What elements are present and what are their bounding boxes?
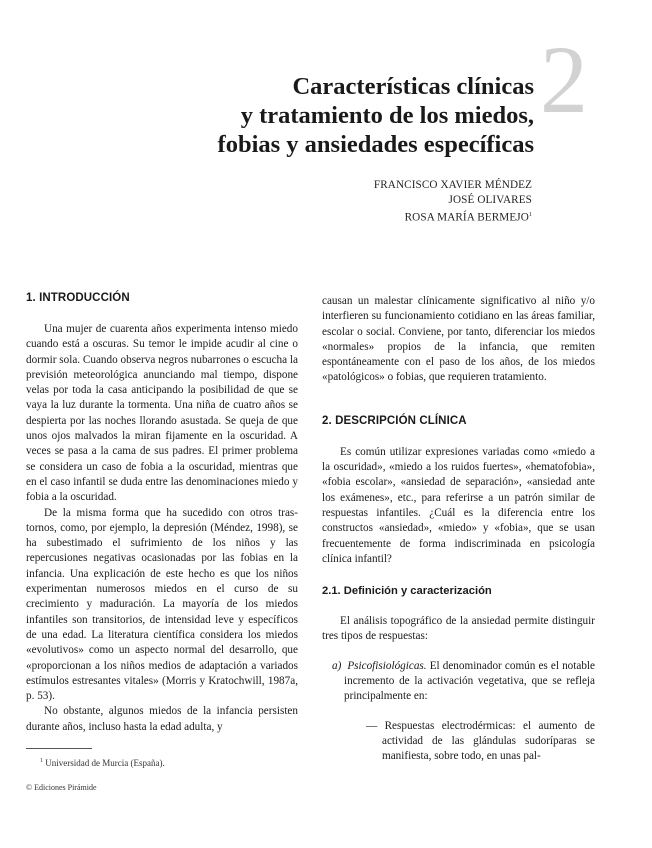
author-1: FRANCISCO XAVIER MÉNDEZ (373, 179, 532, 191)
list-item-a (322, 659, 595, 705)
subsection-2-1-heading: 2.1. Definición y caracterización (322, 585, 492, 598)
chapter-title-line-1: Características clínicas (292, 73, 534, 100)
intro-paragraph-1: Una mujer de cuarenta años experimenta intenso miedo cuando está a oscuras. Su temor le impide acudir al cine o dormir sola. Cuando observa negros nubarrones o escucha la previsión meteorológica anunciando mal tiempo, dispone velas por toda la casa anticipando la posibilidad de que se vaya la luz durante la tormenta. Una niña de cuatro años se despierta por las noches llorando asustada. Se queja de que unos ojos malvados la miran fijamente en la oscuridad. A veces se pasa a la cama de sus padres. El primer problema se considera un caso de fobia a la oscuridad, mientras que en el caso infantil se duda entre las denominaciones miedo y fobia a la oscuridad. (26, 323, 298, 504)
chapter-title-line-3: fobias y ansiedades específicas (217, 131, 534, 158)
section-1-heading: 1. INTRODUCCIÓN (26, 292, 130, 304)
footnote (40, 755, 165, 769)
chapter-title (218, 72, 534, 159)
subsection-intro: El análisis topográfico de la ansiedad permite distinguir tres tipos de respuestas: (322, 615, 595, 643)
footnote-text: Universidad de Murcia (España). (43, 758, 165, 768)
dash-list-item: — Respuestas electrodérmicas: el aumento de actividad de las glándulas sudoríparas se manifiesta, sobre todo, en unas pal- (366, 719, 595, 763)
copyright-notice: © Ediciones Pirámide (26, 783, 97, 792)
chapter-title-line-2: y tratamiento de los miedos, (240, 102, 534, 129)
author-3-name: ROSA MARÍA BERMEJO (404, 211, 529, 224)
footnote-marker: 1 (40, 758, 43, 764)
author-2: JOSÉ OLIVARES (448, 194, 532, 206)
list-item-a-term: Psicofisiológicas. (347, 659, 427, 672)
left-column (26, 292, 298, 735)
list-item-a-text: El denominador común es el notable incremento de la activación vegetativa, que se refleja principalmente en: (344, 659, 595, 703)
author-footnote-marker: 1 (528, 212, 532, 218)
author-list (374, 178, 532, 226)
footnote-divider (26, 748, 92, 749)
intro-paragraph-3-continuation: causan un malestar clínicamente significativo al niño y/o interfieren su funcionamiento cotidiano en las áreas familiar, escolar o social. Conviene, por tanto, diferenciar los miedos «normales» propios de la infancia, que remiten espontáneamente con el paso de los años, de los miedos «patológicos» o fobias, que requieren tratamiento. (322, 295, 595, 384)
right-column (322, 294, 595, 765)
chapter-number: 2 (540, 26, 588, 133)
intro-paragraph-2: De la misma forma que ha sucedido con otros trastornos, como, por ejemplo, la depresión (Méndez, 1998), se ha subestimado el sufrimiento de los niños y las repercusiones negativas ocasionadas por las fobias en la infancia. Una explicación de este hecho es que los niños experimentan numerosos miedos en el curso de su crecimiento y maduración. La mayoría de los miedos infantiles son transitorios, de intensidad leve y específicos de una edad. La literatura científica considera los miedos «evolutivos» como un aspecto normal del desarrollo, que «proporcionan a los niños medios de adaptación a variados estímulos estresantes vitales» (Morris y Kratochwill, 1987a, p. 53). (26, 506, 298, 703)
section-2-heading: 2. DESCRIPCIÓN CLÍNICA (322, 414, 467, 427)
clinical-paragraph: Es común utilizar expresiones variadas como «miedo a la oscuridad», «miedo a los ruidos fuertes», «hematofobia», «fobia escolar», «ansiedad de separación», «ansiedad ante los exámenes», etc., para referirse a un patrón similar de respuestas infantiles. ¿Cuál es la diferencia entre los constructos «ansiedad», «miedo» y «fobia», que se usan frecuentemente de forma indiscriminada en psicología clínica infantil? (322, 445, 595, 565)
author-3 (374, 208, 532, 226)
intro-paragraph-3: No obstante, algunos miedos de la infancia persisten durante años, incluso hasta la edad adulta, y (26, 705, 298, 733)
list-item-a-label: a) (332, 659, 342, 672)
